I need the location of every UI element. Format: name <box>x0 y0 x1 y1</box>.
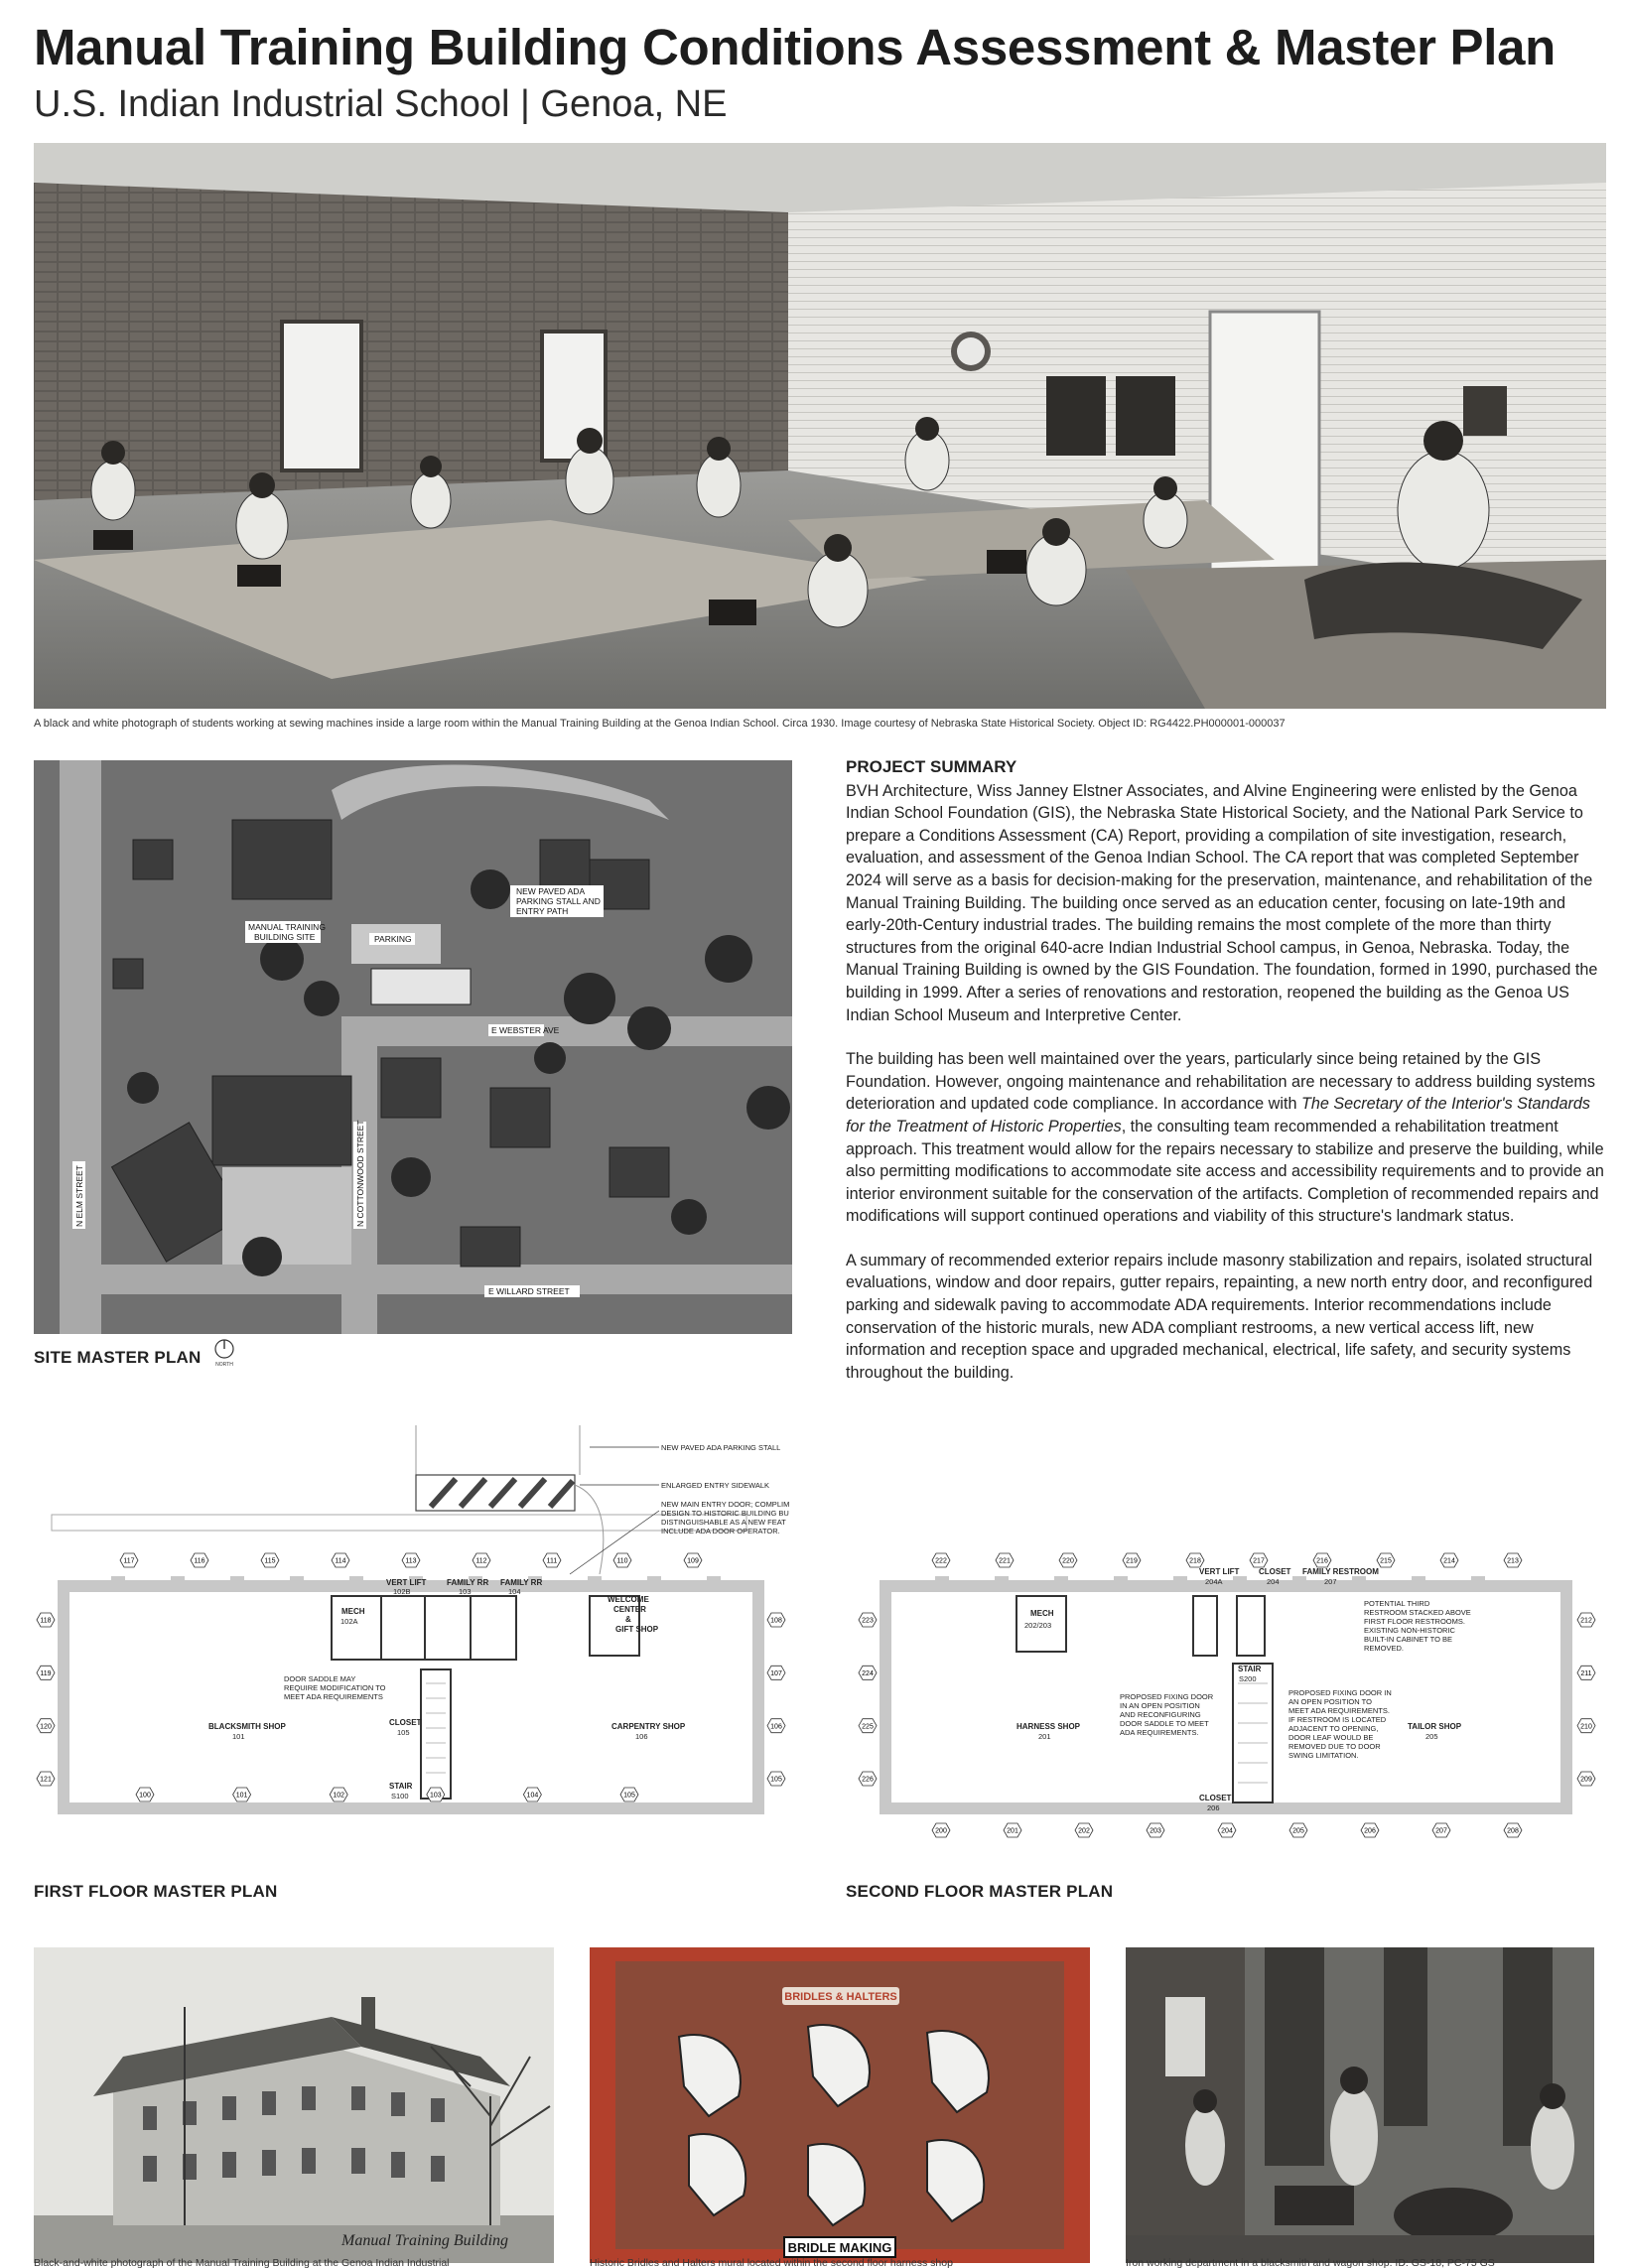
room-vert-lift: VERT LIFT <box>386 1578 427 1587</box>
room2-tailor-no: 205 <box>1425 1732 1438 1741</box>
sf-left-tag-225-label: 225 <box>862 1723 874 1731</box>
room-family-rr-2: FAMILY RR <box>500 1578 543 1587</box>
room2-mech-no: 202/203 <box>1024 1621 1052 1630</box>
room-mech: MECH <box>341 1607 365 1616</box>
first-floor-top-tags <box>120 1553 702 1567</box>
ff-bottom-tag-103 <box>427 1788 445 1801</box>
room-welcome-3: & <box>625 1615 631 1624</box>
ff-bottom-tag-100-label: 100 <box>139 1792 151 1800</box>
ff-left-tag-119-label: 119 <box>40 1669 52 1677</box>
ff-window-tag-110 <box>613 1553 631 1567</box>
sf-window-tag-217-label: 217 <box>1253 1557 1265 1565</box>
ff-window-tag-111-label: 111 <box>546 1557 558 1565</box>
ff-right-tag-105 <box>767 1772 785 1786</box>
ff-bottom-tag-103-label: 103 <box>429 1792 442 1800</box>
sf-window-tag-213-label: 213 <box>1507 1557 1519 1565</box>
sf-right-tag-210 <box>1577 1719 1595 1733</box>
second-floor-left-tags <box>859 1613 877 1786</box>
note2-fixing-right-1: PROPOSED FIXING DOOR IN <box>1288 1688 1392 1697</box>
room-family-rr-1-no: 103 <box>459 1587 472 1596</box>
sf-bottom-tag-203-label: 203 <box>1150 1827 1161 1835</box>
sf-bottom-tag-204 <box>1218 1823 1236 1837</box>
room-welcome-4: GIFT SHOP <box>615 1625 659 1634</box>
first-floor-plan <box>34 1425 792 1842</box>
site-plan-label: SITE MASTER PLAN <box>34 1348 202 1367</box>
room2-harness-no: 201 <box>1038 1732 1051 1741</box>
building-outline-first <box>64 1586 758 1808</box>
sf-bottom-tag-203 <box>1147 1823 1164 1837</box>
room-family-rr-1: FAMILY RR <box>447 1578 489 1587</box>
note-entry-door-2: DESIGN TO HISTORIC BUILDING BU <box>661 1509 789 1518</box>
sf-left-tag-226 <box>859 1772 877 1786</box>
sf-window-tag-216-label: 216 <box>1316 1557 1328 1565</box>
sf-left-tag-226-label: 226 <box>862 1776 874 1784</box>
sf-bottom-tag-206 <box>1361 1823 1379 1837</box>
sf-left-tag-225 <box>859 1719 877 1733</box>
ff-window-tag-116-label: 116 <box>194 1557 205 1565</box>
summary-p2-italic: The Secretary of the Interior's Standards for the Treatment of Historic Properties <box>846 1095 1590 1135</box>
note-sidewalk: ENLARGED ENTRY SIDEWALK <box>661 1481 770 1490</box>
sf-right-tag-209 <box>1577 1772 1595 1786</box>
room-stair: STAIR <box>389 1782 413 1791</box>
room-carpentry: CARPENTRY SHOP <box>611 1722 686 1731</box>
sf-window-tag-214-label: 214 <box>1443 1557 1455 1565</box>
mural-title: BRIDLES & HALTERS <box>784 1991 897 2003</box>
room-closet: CLOSET <box>389 1718 422 1727</box>
room2-closet-top: CLOSET <box>1259 1567 1291 1576</box>
ff-window-tag-110-label: 110 <box>616 1557 628 1565</box>
first-floor-left-tags <box>37 1613 55 1786</box>
note2-fixing-right-5: ADJACENT TO OPENING, <box>1288 1724 1379 1733</box>
ff-left-tag-120 <box>37 1719 55 1733</box>
sf-window-tag-218 <box>1186 1553 1204 1567</box>
sf-bottom-tag-208 <box>1504 1823 1522 1837</box>
sf-bottom-tag-201-label: 201 <box>1007 1827 1018 1835</box>
note2-fixing-left-5: ADA REQUIREMENTS. <box>1120 1728 1199 1737</box>
sf-bottom-tag-201 <box>1004 1823 1021 1837</box>
ff-window-tag-112 <box>473 1553 490 1567</box>
ff-window-tag-111 <box>543 1553 561 1567</box>
sf-right-tag-212 <box>1577 1613 1595 1627</box>
room2-harness: HARNESS SHOP <box>1016 1722 1081 1731</box>
ff-bottom-tag-102-label: 102 <box>333 1792 345 1800</box>
sf-left-tag-224-label: 224 <box>862 1669 874 1677</box>
sf-bottom-tag-204-label: 204 <box>1221 1827 1233 1835</box>
first-floor-right-tags <box>767 1613 785 1786</box>
sf-bottom-tag-207-label: 207 <box>1435 1827 1447 1835</box>
summary-p2-start: The building has been well maintained over the years, particularly since being retained by the GIS Foundation. However, ongoing maintenance and rehabilitation are necessary to address building systems deterioration and updated code compliance. In accordance with <box>846 1050 1595 1114</box>
room2-stair-no: S200 <box>1239 1674 1257 1683</box>
room-closet-no: 105 <box>397 1728 410 1737</box>
ff-bottom-tag-105-label: 105 <box>623 1792 635 1800</box>
site-label-manual-training: MANUAL TRAINING <box>248 922 326 932</box>
street-webster <box>341 1016 792 1046</box>
ff-bottom-tag-104-label: 104 <box>526 1792 539 1800</box>
room-carpentry-no: 106 <box>635 1732 648 1741</box>
sf-right-tag-211-label: 211 <box>1580 1669 1592 1677</box>
mural-sign: BRIDLE MAKING <box>787 2240 892 2255</box>
street-elm <box>60 760 101 1334</box>
note2-restroom-2: RESTROOM STACKED ABOVE <box>1364 1608 1471 1617</box>
site-label-building-site: BUILDING SITE <box>254 932 316 942</box>
sf-bottom-tag-202-label: 202 <box>1078 1827 1090 1835</box>
note2-fixing-right-4: IF RESTROOM IS LOCATED <box>1288 1715 1387 1724</box>
site-aerial-map <box>34 760 792 1334</box>
photo-inscription: Manual Training Building <box>341 2232 509 2249</box>
site-label-willard: E WILLARD STREET <box>488 1286 570 1296</box>
sf-window-tag-220-label: 220 <box>1062 1557 1074 1565</box>
ff-right-tag-106 <box>767 1719 785 1733</box>
ff-window-tag-114-label: 114 <box>335 1557 346 1565</box>
sf-right-tag-211 <box>1577 1666 1595 1679</box>
ff-bottom-tag-100 <box>136 1788 154 1801</box>
note-saddle-1: DOOR SADDLE MAY <box>284 1674 356 1683</box>
room-welcome-1: WELCOME <box>608 1595 649 1604</box>
sf-right-tag-209-label: 209 <box>1580 1776 1592 1784</box>
note2-fixing-right-6: DOOR LEAF WOULD BE <box>1288 1733 1374 1742</box>
ff-window-tag-114 <box>332 1553 349 1567</box>
summary-paragraph-1: BVH Architecture, Wiss Janney Elstner Associates, and Alvine Engineering were enlisted by the Genoa Indian School Foundation (GIS), the Nebraska State Historical Society, and the National Park Service to prepare a Conditions Assessment (CA) Report, providing a compilation of site investigation, research, evaluation, and assessment of the Genoa Indian School. The CA report that was completed September 2024 will serve as a basis for decision-making for the preservation, maintenance, and rehabilitation of the Manual Training Building. The building once served as an education center, focusing on late-19th and early-20th-Century industrial trades. The building remains the most complete of the more than thirty structures from the original 640-acre Indian Industrial School campus, in Genoa, Nebraska. Today, the Manual Training Building is owned by the GIS Foundation. The foundation, formed in 1990, purchased the building in 1999. After a series of renovations and restoration, reopened the building as the Genoa US Indian School Museum and Interpretive Center. <box>846 781 1598 1024</box>
room2-mech: MECH <box>1030 1609 1054 1618</box>
ff-right-tag-107 <box>767 1666 785 1679</box>
bottom-caption-2: Historic Bridles and Halters mural located within the second floor harness shop <box>590 2257 953 2268</box>
ff-right-tag-105-label: 105 <box>770 1776 782 1784</box>
note2-restroom-6: REMOVED. <box>1364 1644 1405 1653</box>
room2-closet-bottom: CLOSET <box>1199 1794 1232 1802</box>
ff-right-tag-108-label: 108 <box>770 1617 782 1625</box>
sf-window-tag-215 <box>1377 1553 1395 1567</box>
bottom-caption-1: Black-and-white photograph of the Manual Training Building at the Genoa Indian Industrial <box>34 2257 450 2268</box>
sf-window-tag-219-label: 219 <box>1126 1557 1138 1565</box>
sf-window-tag-221 <box>996 1553 1014 1567</box>
ff-right-tag-107-label: 107 <box>770 1669 782 1677</box>
room2-closet-top-no: 204 <box>1267 1577 1280 1586</box>
note-entry-door-4: INCLUDE ADA DOOR OPERATOR. <box>661 1527 780 1535</box>
ff-window-tag-116 <box>191 1553 208 1567</box>
room2-family-restroom-no: 207 <box>1324 1577 1337 1586</box>
note2-fixing-left-3: AND RECONFIGURING <box>1120 1710 1201 1719</box>
ff-left-tag-121-label: 121 <box>40 1776 52 1784</box>
note-saddle-2: REQUIRE MODIFICATION TO <box>284 1683 386 1692</box>
page-subtitle: U.S. Indian Industrial School | Genoa, NE <box>34 83 728 125</box>
project-summary <box>846 756 1604 1405</box>
sf-bottom-tag-202 <box>1075 1823 1093 1837</box>
ff-window-tag-113 <box>402 1553 420 1567</box>
ff-left-tag-121 <box>37 1772 55 1786</box>
room-stair-no: S100 <box>391 1792 409 1801</box>
summary-paragraph-3: A summary of recommended exterior repairs include masonry stabilization and repairs, isolated structural evaluations, window and door repairs, gutter repairs, repainting, a new north entry door, and reconfigured parking and sidewalk paving to accommodate ADA requirements. Interior recommendations include conservation of the historic murals, new ADA compliant restrooms, a new vertical access lift, new information and reception space and upgraded mechanical, electrical, life safety, and security systems throughout the building. <box>846 1251 1593 1382</box>
room-blacksmith-no: 101 <box>232 1732 245 1741</box>
second-floor-plan <box>846 1525 1604 1862</box>
sf-right-tag-212-label: 212 <box>1580 1617 1592 1625</box>
sf-bottom-tag-200 <box>932 1823 950 1837</box>
ff-bottom-tag-104 <box>523 1788 541 1801</box>
note2-fixing-left-2: IN AN OPEN POSITION <box>1120 1701 1200 1710</box>
ff-right-tag-108 <box>767 1613 785 1627</box>
sf-window-tag-222 <box>932 1553 950 1567</box>
page-title: Manual Training Building Conditions Assessment & Master Plan <box>34 19 1556 75</box>
sf-bottom-tag-206-label: 206 <box>1364 1827 1376 1835</box>
summary-p2-end: , the consulting team recommended a rehabilitation treatment approach. This treatment would allow for the repairs necessary to stabilize and preserve the building, while also permitting modifications to accommodate site access and accessibility requirements and to provide an interior environment suitable for the conservation of the artifacts. Completion of recommended repairs and modifications will support continued operations and viability of this structure's landmark status. <box>846 1117 1604 1226</box>
project-summary-heading: PROJECT SUMMARY <box>846 757 1017 776</box>
sf-window-tag-221-label: 221 <box>999 1557 1011 1565</box>
sf-window-tag-217 <box>1250 1553 1268 1567</box>
ff-left-tag-119 <box>37 1666 55 1679</box>
ff-bottom-tag-101-label: 101 <box>235 1792 248 1800</box>
sf-bottom-tag-208-label: 208 <box>1507 1827 1519 1835</box>
site-label-cottonwood: N COTTONWOOD STREET <box>355 1120 365 1227</box>
sf-window-tag-219 <box>1123 1553 1141 1567</box>
site-label-ada-2: PARKING STALL AND <box>516 896 601 906</box>
site-label-parking: PARKING <box>374 934 412 944</box>
sf-left-tag-224 <box>859 1666 877 1679</box>
bridles-mural-photo <box>590 1947 1090 2263</box>
room2-vert-lift-no: 204A <box>1205 1577 1223 1586</box>
room2-stair: STAIR <box>1238 1665 1262 1673</box>
street-willard <box>101 1265 792 1294</box>
north-label: NORTH <box>215 1362 233 1368</box>
sewing-room-illustration <box>34 143 1606 709</box>
sf-window-tag-220 <box>1059 1553 1077 1567</box>
sf-bottom-tag-205 <box>1289 1823 1307 1837</box>
ff-bottom-tag-105 <box>620 1788 638 1801</box>
sf-window-tag-218-label: 218 <box>1189 1557 1201 1565</box>
sf-right-tag-210-label: 210 <box>1580 1723 1592 1731</box>
note-ada-parking: NEW PAVED ADA PARKING STALL <box>661 1443 781 1452</box>
ff-window-tag-115-label: 115 <box>264 1557 276 1565</box>
site-label-ada-1: NEW PAVED ADA <box>516 886 586 896</box>
note2-fixing-left-1: PROPOSED FIXING DOOR <box>1120 1692 1214 1701</box>
site-label-elm: N ELM STREET <box>74 1165 84 1227</box>
note2-restroom-3: FIRST FLOOR RESTROOMS. <box>1364 1617 1465 1626</box>
note2-fixing-right-8: SWING LIMITATION. <box>1288 1751 1359 1760</box>
ff-left-tag-118 <box>37 1613 55 1627</box>
north-arrow-icon <box>212 1338 236 1368</box>
ff-window-tag-112-label: 112 <box>475 1557 487 1565</box>
sf-left-tag-223-label: 223 <box>862 1617 874 1625</box>
sf-bottom-tag-200-label: 200 <box>935 1827 947 1835</box>
second-floor-right-tags <box>1577 1613 1595 1786</box>
first-floor-label: FIRST FLOOR MASTER PLAN <box>34 1882 278 1901</box>
room-family-rr-2-no: 104 <box>508 1587 521 1596</box>
blacksmith-shop-photo <box>1126 1947 1594 2263</box>
room-vert-lift-no: 102B <box>393 1587 411 1596</box>
note2-restroom-5: BUILT-IN CABINET TO BE <box>1364 1635 1453 1644</box>
note2-restroom-4: EXISTING NON-HISTORIC <box>1364 1626 1455 1635</box>
note-entry-door-3: DISTINGUISHABLE AS A NEW FEAT <box>661 1518 786 1527</box>
sf-left-tag-223 <box>859 1613 877 1627</box>
note2-fixing-right-3: MEET ADA REQUIREMENTS. <box>1288 1706 1390 1715</box>
sf-window-tag-222-label: 222 <box>935 1557 947 1565</box>
ff-left-tag-120-label: 120 <box>40 1723 52 1731</box>
site-label-webster: E WEBSTER AVE <box>491 1025 560 1035</box>
room2-family-restroom: FAMILY RESTROOM <box>1302 1567 1379 1576</box>
ff-window-tag-117 <box>120 1553 138 1567</box>
room-welcome-2: CENTER <box>613 1605 646 1614</box>
second-floor-bottom-tags <box>932 1823 1522 1837</box>
sf-bottom-tag-207 <box>1432 1823 1450 1837</box>
room-mech-no: 102A <box>340 1617 358 1626</box>
sf-window-tag-214 <box>1440 1553 1458 1567</box>
building-exterior-photo <box>34 1947 554 2263</box>
sf-window-tag-215-label: 215 <box>1380 1557 1392 1565</box>
hero-photo <box>34 143 1606 709</box>
sf-bottom-tag-205-label: 205 <box>1292 1827 1304 1835</box>
ff-bottom-tag-102 <box>330 1788 347 1801</box>
room2-tailor: TAILOR SHOP <box>1408 1722 1462 1731</box>
summary-paragraph-2 <box>846 1048 1604 1228</box>
site-label-ada-3: ENTRY PATH <box>516 906 569 916</box>
note-saddle-3: MEET ADA REQUIREMENTS <box>284 1692 383 1701</box>
ff-window-tag-117-label: 117 <box>123 1557 135 1565</box>
ff-right-tag-106-label: 106 <box>770 1723 782 1731</box>
ff-window-tag-113-label: 113 <box>405 1557 417 1565</box>
ff-window-tag-109 <box>684 1553 702 1567</box>
note2-fixing-right-7: REMOVED DUE TO DOOR <box>1288 1742 1381 1751</box>
sf-window-tag-216 <box>1313 1553 1331 1567</box>
note-entry-door-1: NEW MAIN ENTRY DOOR; COMPLIM <box>661 1500 790 1509</box>
hero-caption: A black and white photograph of students working at sewing machines inside a large room within the Manual Training Building at the Genoa Indian School. Circa 1930. Image courtesy of Nebraska State Historical Society. Object ID: RG4422.PH000001-000037 <box>34 718 1286 730</box>
room2-vert-lift: VERT LIFT <box>1199 1567 1240 1576</box>
note2-fixing-left-4: DOOR SADDLE TO MEET <box>1120 1719 1209 1728</box>
second-floor-top-tags <box>932 1553 1522 1567</box>
ff-window-tag-109-label: 109 <box>687 1557 699 1565</box>
room-blacksmith: BLACKSMITH SHOP <box>208 1722 286 1731</box>
note2-fixing-right-2: AN OPEN POSITION TO <box>1288 1697 1372 1706</box>
sf-window-tag-213 <box>1504 1553 1522 1567</box>
bottom-caption-3: Iron working department in a blacksmith and wagon shop. ID: GS-18, PC-75 GS <box>1126 2257 1495 2268</box>
ff-window-tag-115 <box>261 1553 279 1567</box>
ff-left-tag-118-label: 118 <box>40 1617 52 1625</box>
note2-restroom-1: POTENTIAL THIRD <box>1364 1599 1430 1608</box>
second-floor-label: SECOND FLOOR MASTER PLAN <box>846 1882 1114 1901</box>
room2-closet-bottom-no: 206 <box>1207 1803 1220 1812</box>
ff-bottom-tag-101 <box>233 1788 251 1801</box>
